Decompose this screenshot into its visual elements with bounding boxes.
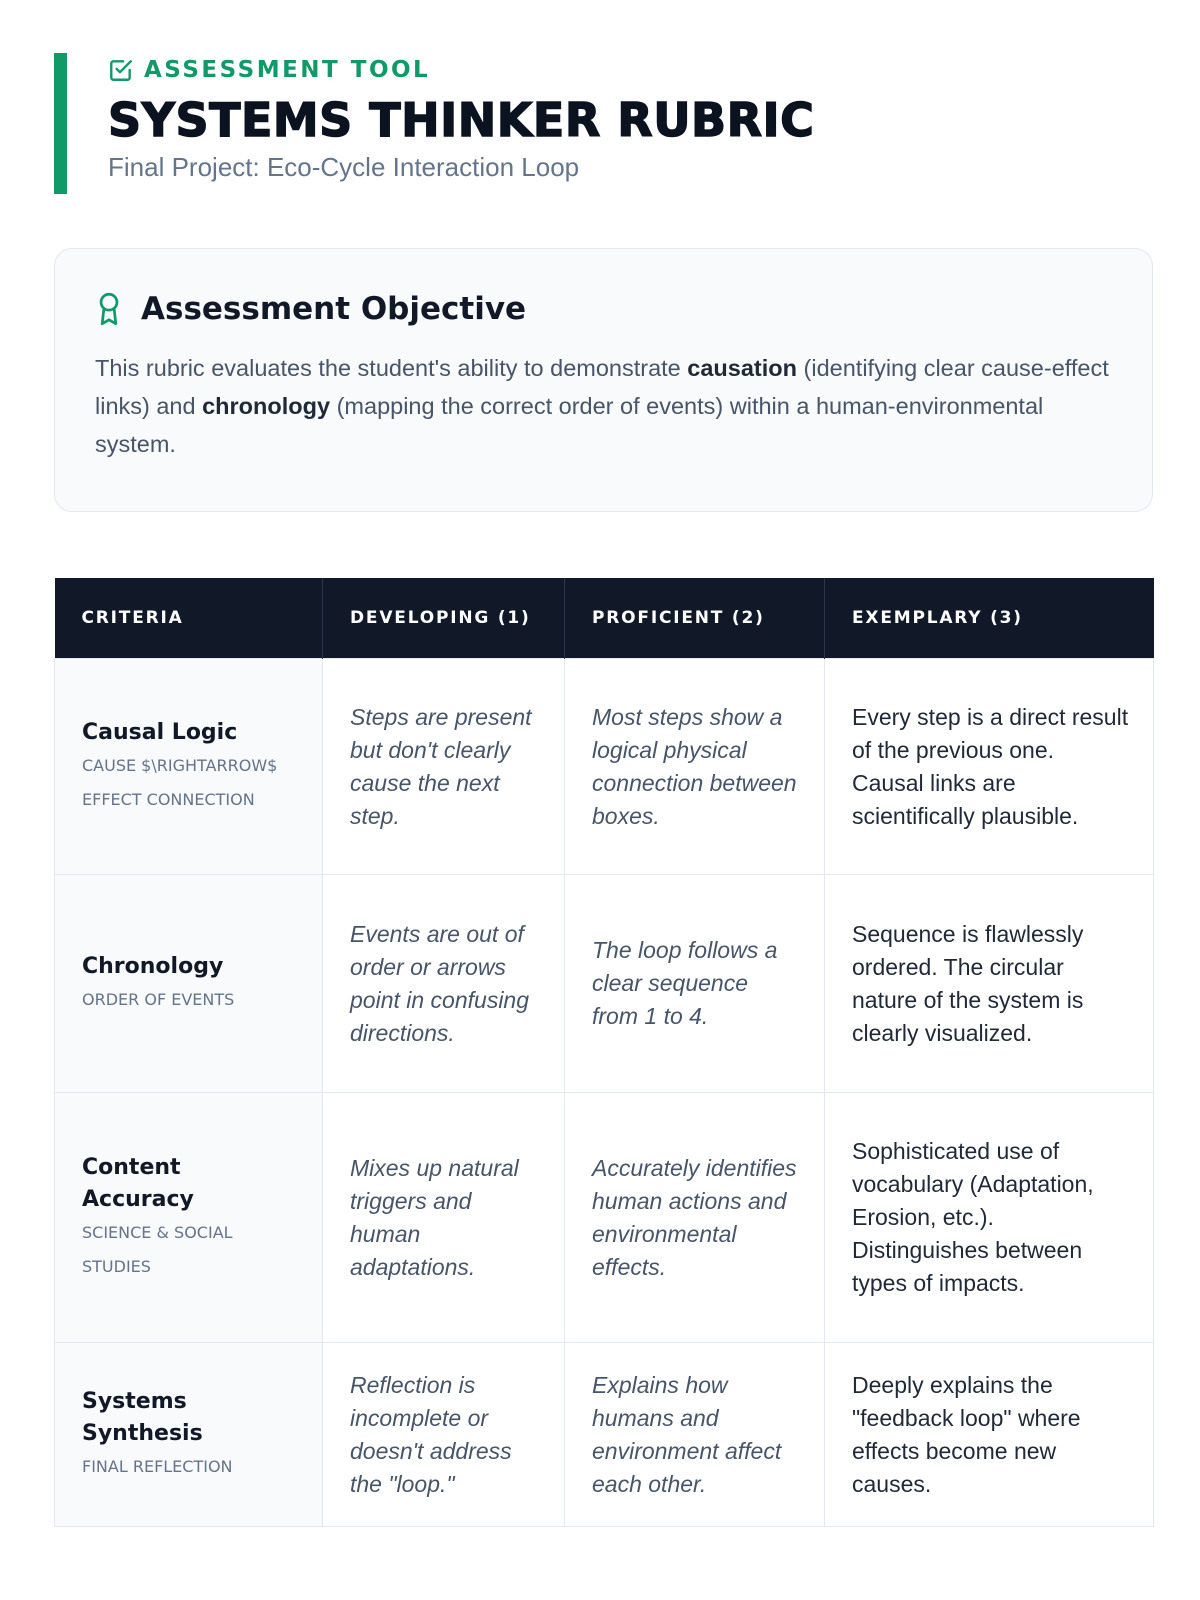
objective-text-part: (mapping the correct order of events) within a human-environmental system. bbox=[95, 393, 1044, 457]
exemplary-text: Sophisticated use of vocabulary (Adaptation, Erosion, etc.). Distinguishes between types of impacts. bbox=[852, 1138, 1094, 1296]
table-row bbox=[55, 659, 1154, 875]
developing-cell bbox=[323, 1343, 565, 1527]
proficient-cell bbox=[565, 1343, 825, 1527]
exemplary-text: Every step is a direct result of the previous one. Causal links are scientifically plausible. bbox=[852, 703, 1129, 829]
objective-text bbox=[95, 349, 1112, 463]
objective-text-part: (identifying clear cause-effect links) and bbox=[95, 355, 1109, 419]
exemplary-cell bbox=[825, 1343, 1154, 1527]
header-criteria: CRITERIA bbox=[55, 578, 323, 659]
table-row bbox=[55, 875, 1154, 1093]
objective-title: Assessment Objective bbox=[141, 291, 527, 327]
check-square-icon bbox=[108, 57, 134, 83]
criteria-cell bbox=[55, 875, 323, 1093]
exemplary-cell bbox=[825, 1093, 1154, 1343]
header-developing: DEVELOPING (1) bbox=[323, 578, 565, 659]
proficient-text: Most steps show a logical physical connection between boxes. bbox=[592, 703, 797, 829]
developing-text: Reflection is incomplete or doesn't address the "loop." bbox=[350, 1371, 512, 1497]
page-title: SYSTEMS THINKER RUBRIC bbox=[108, 93, 815, 147]
developing-text: Events are out of order or arrows point in confusing directions. bbox=[350, 920, 530, 1046]
proficient-text: The loop follows a clear sequence from 1 to 4. bbox=[592, 937, 778, 1029]
proficient-text: Explains how humans and environment affect each other. bbox=[592, 1371, 782, 1497]
developing-cell bbox=[323, 875, 565, 1093]
eyebrow-label: ASSESSMENT TOOL bbox=[144, 57, 431, 83]
header-exemplary: EXEMPLARY (3) bbox=[825, 578, 1154, 659]
criteria-name: Content Accuracy bbox=[82, 1154, 194, 1212]
criteria-subtitle: FINAL REFLECTION bbox=[82, 1456, 233, 1476]
page-subtitle: Final Project: Eco-Cycle Interaction Loop bbox=[108, 152, 580, 182]
objective-keyword-causation: causation bbox=[687, 355, 797, 381]
exemplary-text: Deeply explains the "feedback loop" where effects become new causes. bbox=[852, 1371, 1081, 1497]
exemplary-cell bbox=[825, 875, 1154, 1093]
rubric-page bbox=[54, 53, 1153, 1527]
table-header-row bbox=[55, 578, 1154, 659]
objective-card bbox=[54, 248, 1153, 512]
objective-keyword-chronology: chronology bbox=[202, 393, 331, 419]
criteria-subtitle: CAUSE $\RIGHTARROW$ EFFECT CONNECTION bbox=[82, 755, 278, 809]
eyebrow bbox=[108, 53, 1153, 85]
table-row bbox=[55, 1343, 1154, 1527]
proficient-cell bbox=[565, 1093, 825, 1343]
criteria-cell bbox=[55, 1343, 323, 1527]
criteria-name: Causal Logic bbox=[82, 719, 238, 745]
proficient-cell bbox=[565, 659, 825, 875]
developing-cell bbox=[323, 659, 565, 875]
table-row bbox=[55, 1093, 1154, 1343]
developing-text: Steps are present but don't clearly cause the next step. bbox=[350, 703, 532, 829]
criteria-cell bbox=[55, 659, 323, 875]
exemplary-text: Sequence is flawlessly ordered. The circular nature of the system is clearly visualized. bbox=[852, 920, 1084, 1046]
award-ribbon-icon bbox=[95, 292, 123, 326]
exemplary-cell bbox=[825, 659, 1154, 875]
criteria-cell bbox=[55, 1093, 323, 1343]
developing-cell bbox=[323, 1093, 565, 1343]
criteria-name: Systems Synthesis bbox=[82, 1388, 203, 1446]
page-header bbox=[54, 53, 1153, 194]
header-proficient: PROFICIENT (2) bbox=[565, 578, 825, 659]
objective-header bbox=[95, 291, 1112, 327]
objective-text-part: This rubric evaluates the student's ability to demonstrate bbox=[95, 355, 688, 381]
developing-text: Mixes up natural triggers and human adaptations. bbox=[350, 1154, 519, 1280]
proficient-cell bbox=[565, 875, 825, 1093]
header-accent-bar bbox=[54, 53, 67, 194]
rubric-table bbox=[54, 578, 1154, 1527]
criteria-subtitle: SCIENCE & SOCIAL STUDIES bbox=[82, 1222, 233, 1276]
criteria-subtitle: ORDER OF EVENTS bbox=[82, 989, 235, 1009]
criteria-name: Chronology bbox=[82, 953, 224, 979]
proficient-text: Accurately identifies human actions and environmental effects. bbox=[592, 1154, 797, 1280]
